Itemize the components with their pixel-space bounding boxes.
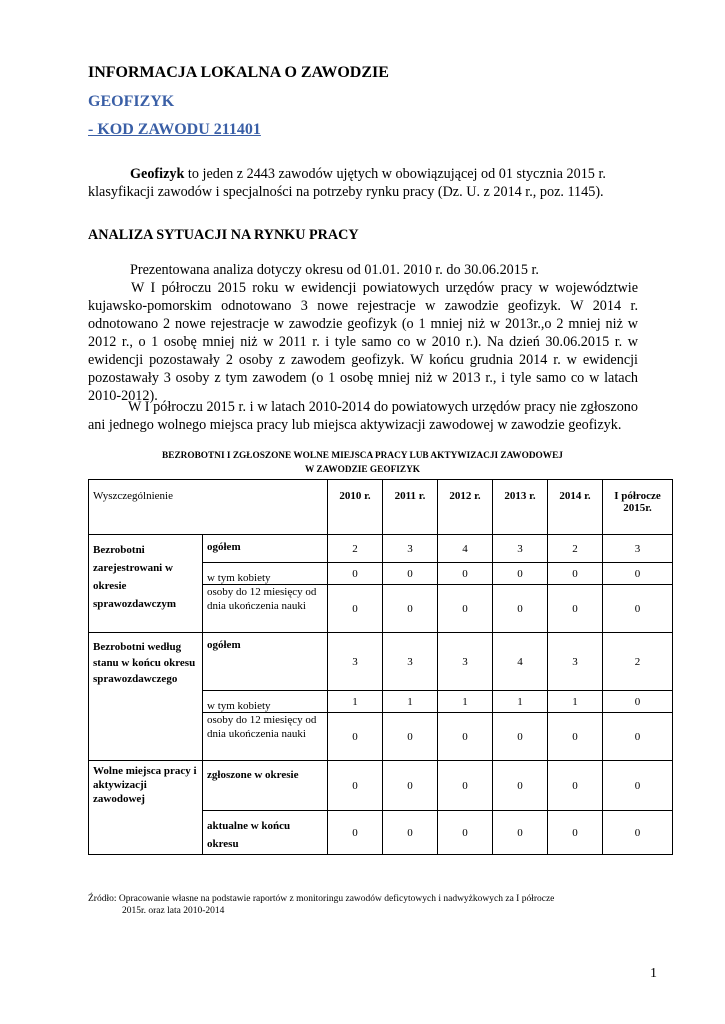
table-cell: 0: [438, 585, 493, 633]
table-cell: 3: [603, 535, 673, 563]
row-label: zgłoszone w okresie: [203, 761, 328, 811]
header-label: Wyszczególnienie: [89, 480, 328, 535]
table-cell: 0: [438, 563, 493, 585]
table-cell: 0: [493, 761, 548, 811]
header-year: 2013 r.: [493, 480, 548, 535]
section-heading: ANALIZA SYTUACJI NA RYNKU PRACY: [88, 227, 359, 243]
group-label: Bezrobotni zarejestrowani w okresie sprawozdawczym: [89, 535, 203, 633]
table-cell: 2: [603, 633, 673, 691]
table-cell: 1: [438, 691, 493, 713]
header-year: 2010 r.: [328, 480, 383, 535]
intro-paragraph: [88, 165, 678, 201]
table-cell: 2: [548, 535, 603, 563]
source-line1: Źródło: Opracowanie własne na podstawie raportów z monitoringu zawodów deficytowych i nadwyżkowych za I półrocze: [88, 894, 555, 904]
table-cell: 1: [383, 691, 438, 713]
row-label: osoby do 12 miesięcy od dnia ukończenia nauki: [203, 713, 328, 761]
table-cell: 3: [383, 535, 438, 563]
intro-line2: klasyfikacji zawodów i specjalności na potrzeby rynku pracy (Dz. U. z 2014 r., poz. 1145).: [88, 184, 604, 200]
statistics-table: [88, 479, 673, 855]
table-cell: 0: [548, 761, 603, 811]
table-row: [89, 535, 673, 563]
profession-name: GEOFIZYK: [88, 93, 175, 110]
table-cell: 0: [383, 713, 438, 761]
table-cell: 0: [548, 713, 603, 761]
intro-bold-word: Geofizyk: [130, 166, 185, 182]
table-row: [89, 761, 673, 811]
table-cell: 3: [493, 535, 548, 563]
table-cell: 0: [328, 713, 383, 761]
table-row: [89, 633, 673, 691]
table-cell: 4: [438, 535, 493, 563]
table-cell: 2: [328, 535, 383, 563]
table-cell: 0: [603, 585, 673, 633]
header-year: 2011 r.: [383, 480, 438, 535]
table-cell: 1: [548, 691, 603, 713]
source-line2: 2015r. oraz lata 2010-2014: [122, 906, 225, 916]
header-year: I półrocze 2015r.: [603, 480, 673, 535]
header-year: 2012 r.: [438, 480, 493, 535]
table-cell: 0: [493, 811, 548, 855]
table-cell: 0: [383, 761, 438, 811]
table-cell: 0: [603, 691, 673, 713]
table-cell: 3: [438, 633, 493, 691]
intro-line1: to jeden z 2443 zawodów ujętych w obowiązującej od 01 stycznia 2015 r.: [184, 166, 606, 182]
table-cell: 1: [328, 691, 383, 713]
table-cell: 0: [603, 811, 673, 855]
table-cell: 3: [383, 633, 438, 691]
table-cell: 3: [328, 633, 383, 691]
table-cell: 0: [328, 563, 383, 585]
table-cell: 0: [438, 761, 493, 811]
row-label: ogółem: [203, 535, 328, 563]
table-caption-line1: BEZROBOTNI I ZGŁOSZONE WOLNE MIEJSCA PRACY LUB AKTYWIZACJI ZAWODOWEJ: [162, 451, 563, 461]
table-cell: 0: [328, 811, 383, 855]
table-cell: 0: [438, 713, 493, 761]
row-label: osoby do 12 miesięcy od dnia ukończenia nauki: [203, 585, 328, 633]
analysis-p3: W I półroczu 2015 r. i w latach 2010-2014 do powiatowych urzędów pracy nie zgłoszono ani jednego wolnego miejsca pracy lub miejsca aktywizacji zawodowej w zawodzie geofizyk.: [88, 399, 638, 433]
table-cell: 1: [493, 691, 548, 713]
table-cell: 0: [548, 585, 603, 633]
source-note: [88, 893, 688, 917]
table-cell: 0: [328, 585, 383, 633]
header-year: 2014 r.: [548, 480, 603, 535]
row-label: w tym kobiety: [203, 691, 328, 713]
row-label: w tym kobiety: [203, 563, 328, 585]
table-cell: 3: [548, 633, 603, 691]
table-cell: 0: [603, 761, 673, 811]
table-cell: 0: [383, 585, 438, 633]
table-cell: 0: [548, 563, 603, 585]
table-cell: 0: [383, 811, 438, 855]
table-cell: 0: [328, 761, 383, 811]
row-label: aktualne w końcu okresu: [203, 811, 328, 855]
table-cell: 4: [493, 633, 548, 691]
group-label: Bezrobotni według stanu w końcu okresu sprawozdawczego: [89, 633, 203, 761]
table-cell: 0: [548, 811, 603, 855]
document-title: INFORMACJA LOKALNA O ZAWODZIE: [88, 64, 389, 81]
table-cell: 0: [383, 563, 438, 585]
table-cell: 0: [438, 811, 493, 855]
row-label: ogółem: [203, 633, 328, 691]
group-label: Wolne miejsca pracy i aktywizacji zawodowej: [89, 761, 203, 855]
table-cell: 0: [493, 563, 548, 585]
table-caption-line2: W ZAWODZIE GEOFIZYK: [304, 465, 421, 475]
analysis-p2: W I półroczu 2015 roku w ewidencji powiatowych urzędów pracy w województwie kujawsko-pomorskim odnotowano 3 nowe rejestracje w zawodzie geofizyk. W 2014 r. odnotowano 2 nowe rejestracje w zawodzie geofizyk (o 1 mniej niż w 2013r.,o 2 mniej niż w 2012 r., o 1 osobę mniej niż w 2011 r. i tyle samo co w 2010 r.). Na dzień 30.06.2015 r. w ewidencji pozostawały 2 osoby z zawodem geofizyk. W końcu grudnia 2014 r. w ewidencji pozostawały 3 osoby z tym zawodem (o 1 osobę mniej niż w 2013 r., i tyle samo co w latach 2010-2012).: [88, 280, 638, 404]
table-cell: 0: [603, 563, 673, 585]
analysis-p1: Prezentowana analiza dotyczy okresu od 01.01. 2010 r. do 30.06.2015 r.: [130, 262, 539, 278]
page-number: 1: [650, 966, 657, 981]
table-header-row: [89, 480, 673, 535]
table-cell: 0: [603, 713, 673, 761]
table-cell: 0: [493, 713, 548, 761]
profession-code: - KOD ZAWODU 211401: [88, 121, 261, 138]
table-cell: 0: [493, 585, 548, 633]
